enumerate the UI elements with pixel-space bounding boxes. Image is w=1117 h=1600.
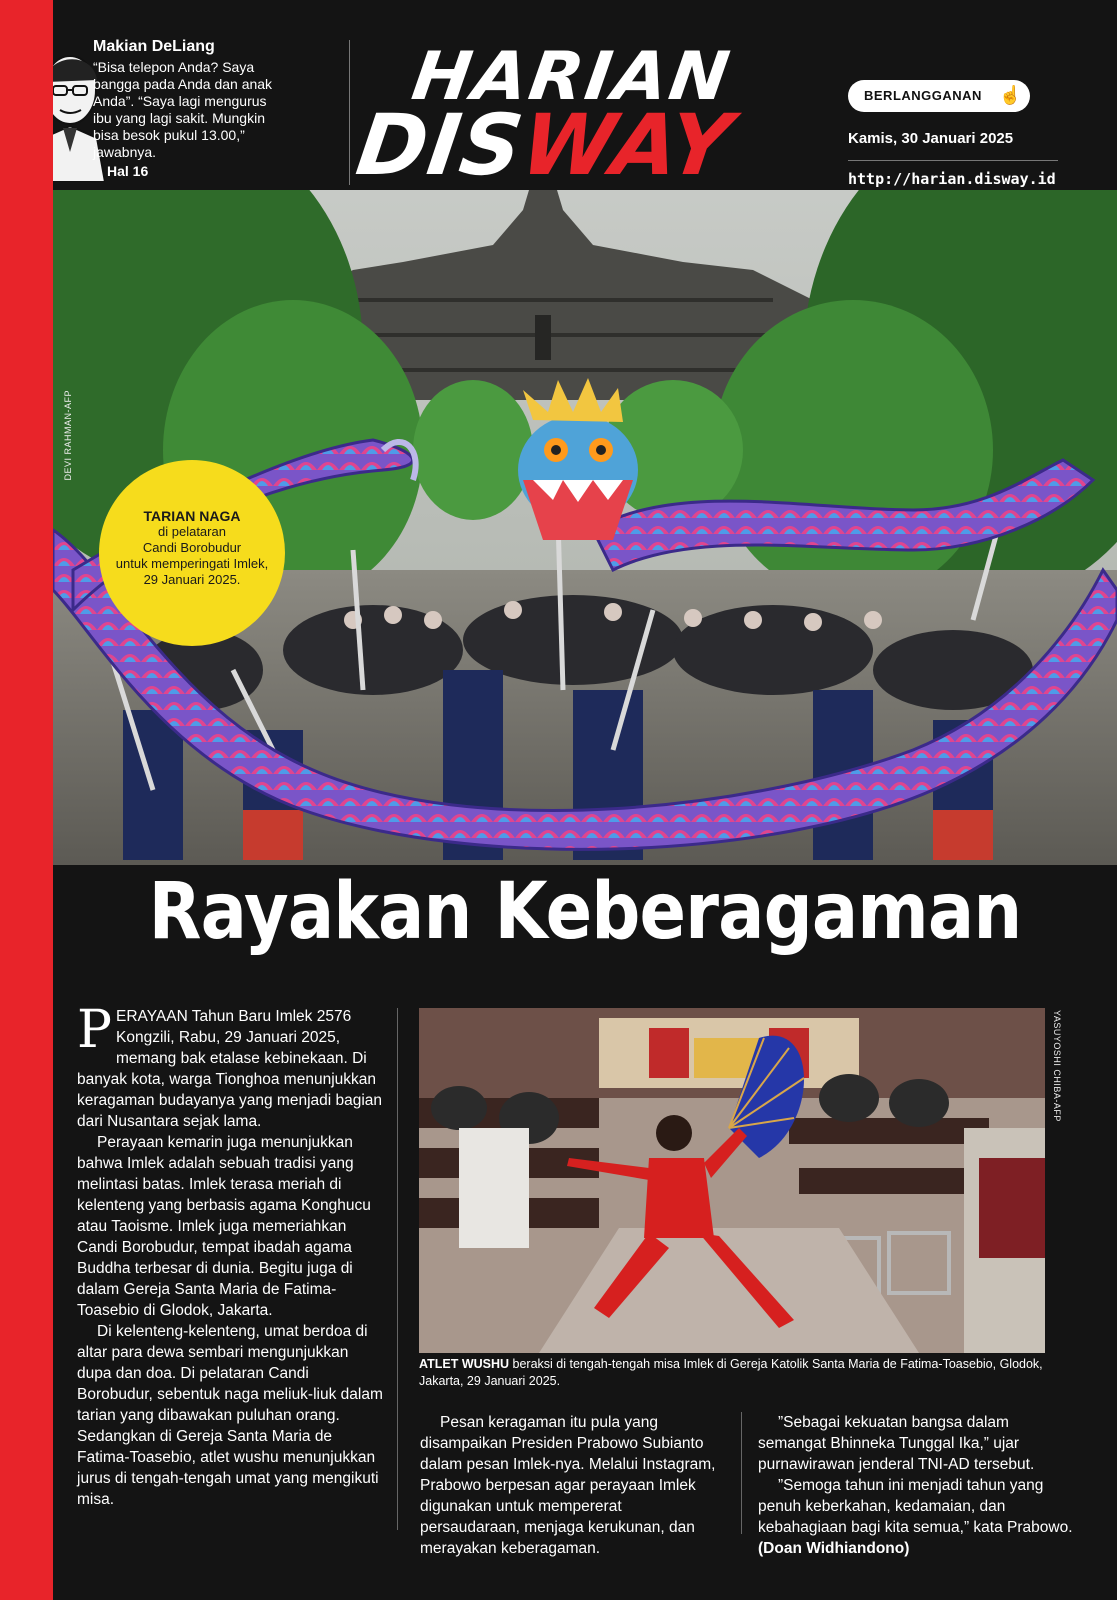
- caption-line: 29 Januari 2025.: [143, 572, 241, 587]
- article-paragraph: Perayaan kemarin juga menunjukkan bahwa Imlek adalah sebuah tradisi yang melintasi batas. Imlek terasa meriah di kelenteng yang berbasis agama Konghucu atau Taoisme. Imlek juga memeriahkan Candi Borobudur, tempat ibadah agama Buddha terbesar di dunia. Begitu juga di dalam Gereja Santa Maria de Fatima-Toasebio di Glodok, Jakarta.: [77, 1134, 371, 1319]
- header-divider: [349, 40, 350, 185]
- column-divider: [397, 1008, 398, 1530]
- photo-credit: DEVI RAHMAN-AFP: [63, 390, 73, 481]
- website-url[interactable]: http://harian.disway.id: [848, 170, 1056, 188]
- main-headline: Rayakan Keberagaman: [148, 867, 1022, 957]
- harian-disway-logo[interactable]: [351, 37, 818, 194]
- quote-author: Makian DeLiang: [93, 38, 215, 55]
- article-column-1: [77, 1000, 383, 1510]
- paragraph-text: ”Semoga tahun ini menjadi tahun yang penuh keberkahan, kedamaian, dan kebahagiaan bagi kita semua,” kata Prabowo.: [758, 1477, 1073, 1536]
- logo-way: WAY: [515, 96, 739, 194]
- columnist-quote: [93, 38, 323, 179]
- quote-line: Anda”. “Saya lagi mengurus: [93, 93, 267, 109]
- caption-line: untuk memperingati Imlek,: [115, 556, 269, 571]
- article-paragraph: Pesan keragaman itu pula yang disampaikan Presiden Prabowo Subianto dalam pesan Imlek-nya. Melalui Instagram, Prabowo berpesan agar perayaan Imlek digunakan untuk mempererat persaudaraan, menjaga kerukunan, dan merayakan keberagaman.: [420, 1414, 716, 1557]
- caption-body: beraksi di tengah-tengah misa Imlek di Gereja Katolik Santa Maria de Fatima-Toasebio, Glodok, Jakarta, 29 Januari 2025.: [419, 1357, 1043, 1388]
- caption-heading: ATLET WUSHU: [419, 1357, 510, 1371]
- article-paragraph: [758, 1475, 1078, 1559]
- caption-line: Candi Borobudur: [142, 540, 242, 555]
- caption-heading: TARIAN NAGA: [143, 508, 241, 524]
- masthead: [53, 0, 1117, 194]
- quote-line: “Bisa telepon Anda? Saya: [93, 59, 255, 75]
- quote-line: ibu yang lagi sakit. Mungkin: [93, 110, 265, 126]
- subscribe-button[interactable]: [848, 80, 1030, 112]
- subscribe-label: BERLANGGANAN: [864, 88, 982, 103]
- column-divider: [741, 1412, 742, 1534]
- byline: (Doan Widhiandono): [758, 1540, 910, 1557]
- left-red-bar: [0, 0, 53, 1600]
- logo-dis: DIS: [351, 96, 530, 194]
- front-page: [53, 0, 1117, 1600]
- logo-harian: HARIAN: [407, 37, 736, 115]
- quote-line: jawabnya.: [93, 144, 157, 160]
- article-paragraph: [77, 1000, 383, 1132]
- header-rule: [848, 160, 1058, 161]
- paragraph-text: ERAYAAN Tahun Baru Imlek 2576 Kongzili, Rabu, 29 Januari 2025, memang bak etalase kebinekaan. Di banyak kota, warga Tionghoa menunjukkan keragaman budayanya yang menjadi bagian dari Nusantara sejak lama.: [77, 1008, 383, 1130]
- hero-photo: [53, 150, 1117, 865]
- pointer-hand-icon: ☝: [999, 85, 1022, 105]
- article-paragraph: Di kelenteng-kelenteng, umat berdoa di altar para dewa sembari mengunjukkan dupa dan doa. Di pelataran Candi Borobudur, sebentuk naga meliuk-liuk dalam tarian yang dibawakan puluhan orang. Sedangkan di Gereja Santa Maria de Fatima-Toasebio, atlet wushu menunjukkan jurus di tengah-tengah umat yang mengikuti misa.: [77, 1323, 383, 1508]
- wushu-illustration: [419, 1008, 1045, 1353]
- dragon-head: [518, 378, 638, 540]
- article-column-2: [420, 1412, 725, 1559]
- wushu-photo: [419, 1008, 1045, 1353]
- logo-disway: [351, 96, 739, 194]
- quote-text: [93, 59, 323, 161]
- photo-credit: YASUYOSHI CHIBA-AFP: [1052, 1010, 1062, 1122]
- wushu-caption: [419, 1356, 1069, 1390]
- drop-cap: P: [77, 1000, 112, 1060]
- photo-caption-circle: [99, 460, 285, 646]
- article-paragraph: ”Sebagai kekuatan bangsa dalam semangat Bhinneka Tunggal Ika,” ujar purnawirawan jenderal TNI-AD tersebut.: [758, 1414, 1035, 1473]
- issue-date: Kamis, 30 Januari 2025: [848, 130, 1014, 147]
- article-column-3: [758, 1412, 1078, 1559]
- quote-line: bisa besok pukul 13.00,”: [93, 127, 245, 143]
- quote-page-ref[interactable]: Hal 16: [107, 163, 149, 179]
- quote-line: bangga pada Anda dan anak: [93, 76, 273, 92]
- caption-line: di pelataran: [158, 524, 226, 539]
